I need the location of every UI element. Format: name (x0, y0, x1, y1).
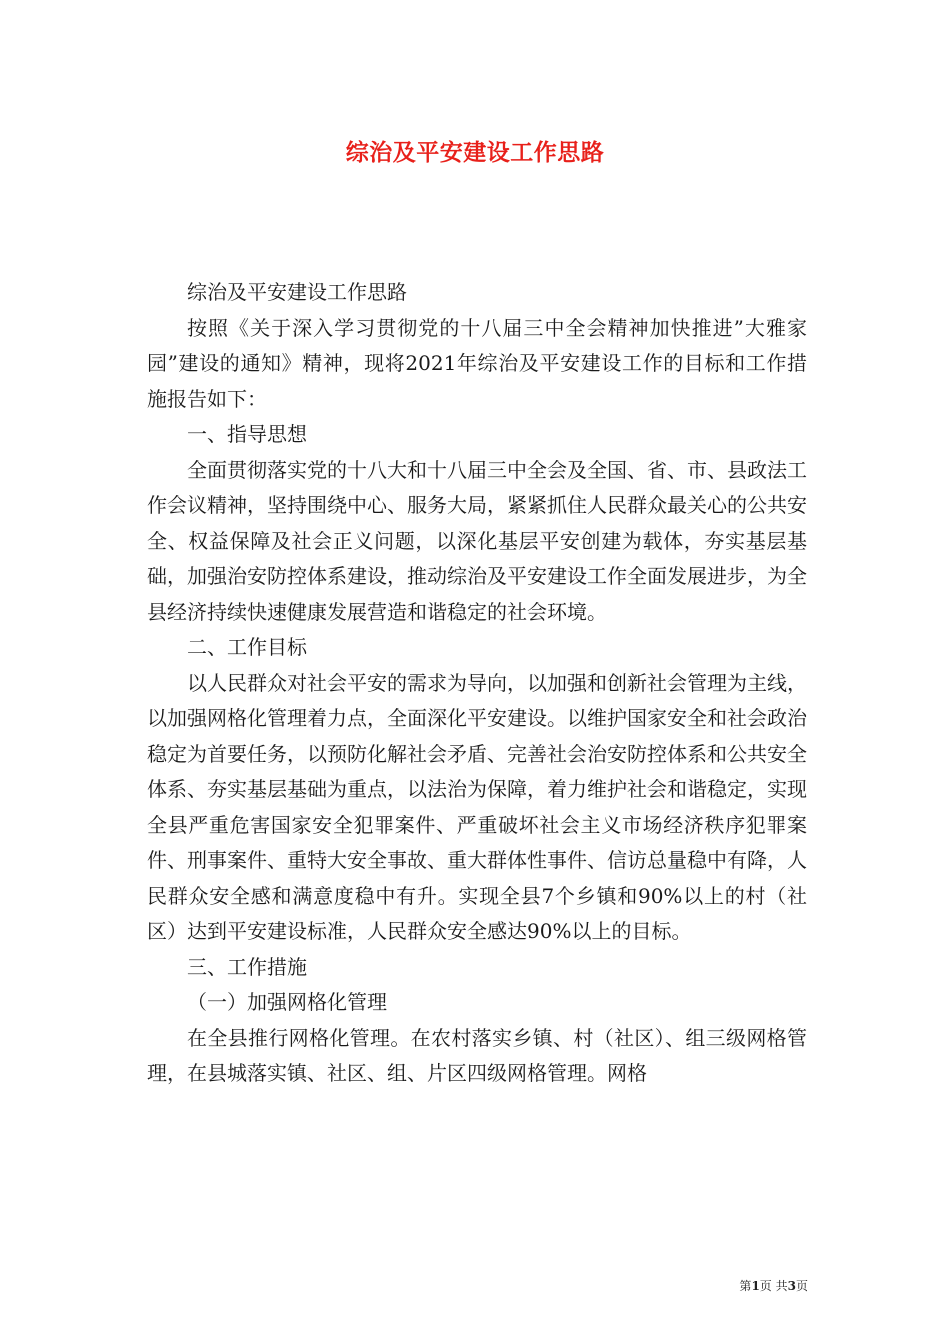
document-body (147, 275, 807, 1092)
paragraph-subtitle: 综治及平安建设工作思路 (187, 280, 407, 304)
footer-middle: 页 共 (759, 1279, 788, 1293)
page-footer (0, 1277, 808, 1294)
section-heading-guiding-ideology: 一、指导思想 (187, 422, 307, 446)
footer-total-pages: 3 (787, 1279, 796, 1293)
section-heading-work-measures: 三、工作措施 (187, 954, 307, 979)
footer-prefix: 第 (739, 1279, 752, 1293)
paragraph-guiding-ideology: 全面贯彻落实党的十八大和十八届三中全会及全国、省、市、县政法工作会议精神，坚持围绕中心、服务大局，紧紧抓住人民群众最关心的公共安全、权益保障及社会正义问题，以深化基层平安创建为载体，夯实基层基础，加强治安防控体系建设，推动综治及平安建设工作全面发展进步，为全县经济持续快速健康发展营造和谐稳定的社会环境。 (147, 457, 807, 624)
document-title: 综治及平安建设工作思路 (345, 139, 605, 166)
footer-current-page: 1 (751, 1279, 760, 1293)
section-heading-work-goals: 二、工作目标 (187, 635, 307, 659)
paragraph-intro: 按照《关于深入学习贯彻党的十八届三中全会精神加快推进”大雅家园”建设的通知》精神，现将2021年综治及平安建设工作的目标和工作措施报告如下： (147, 315, 807, 411)
subsection-heading-grid-management: （一）加强网格化管理 (187, 990, 387, 1014)
footer-suffix: 页 (795, 1279, 808, 1293)
paragraph-work-goals: 以人民群众对社会平安的需求为导向，以加强和创新社会管理为主线，以加强网格化管理着力点，全面深化平安建设。以维护国家安全和社会政治稳定为首要任务，以预防化解社会矛盾、完善社会治安防控体系和公共安全体系、夯实基层基础为重点，以法治为保障，着力维护社会和谐稳定，实现全县严重危害国家安全犯罪案件、严重破坏社会主义市场经济秩序犯罪案件、刑事案件、重特大安全事故、重大群体性事件、信访总量稳中有降，人民群众安全感和满意度稳中有升。实现全县7个乡镇和90%以上的村（社区）达到平安建设标准，人民群众安全感达90%以上的目标。 (147, 670, 807, 943)
paragraph-grid-management: 在全县推行网格化管理。在农村落实乡镇、村（社区）、组三级网格管理，在县城落实镇、社区、组、片区四级网格管理。网格 (147, 1025, 807, 1085)
